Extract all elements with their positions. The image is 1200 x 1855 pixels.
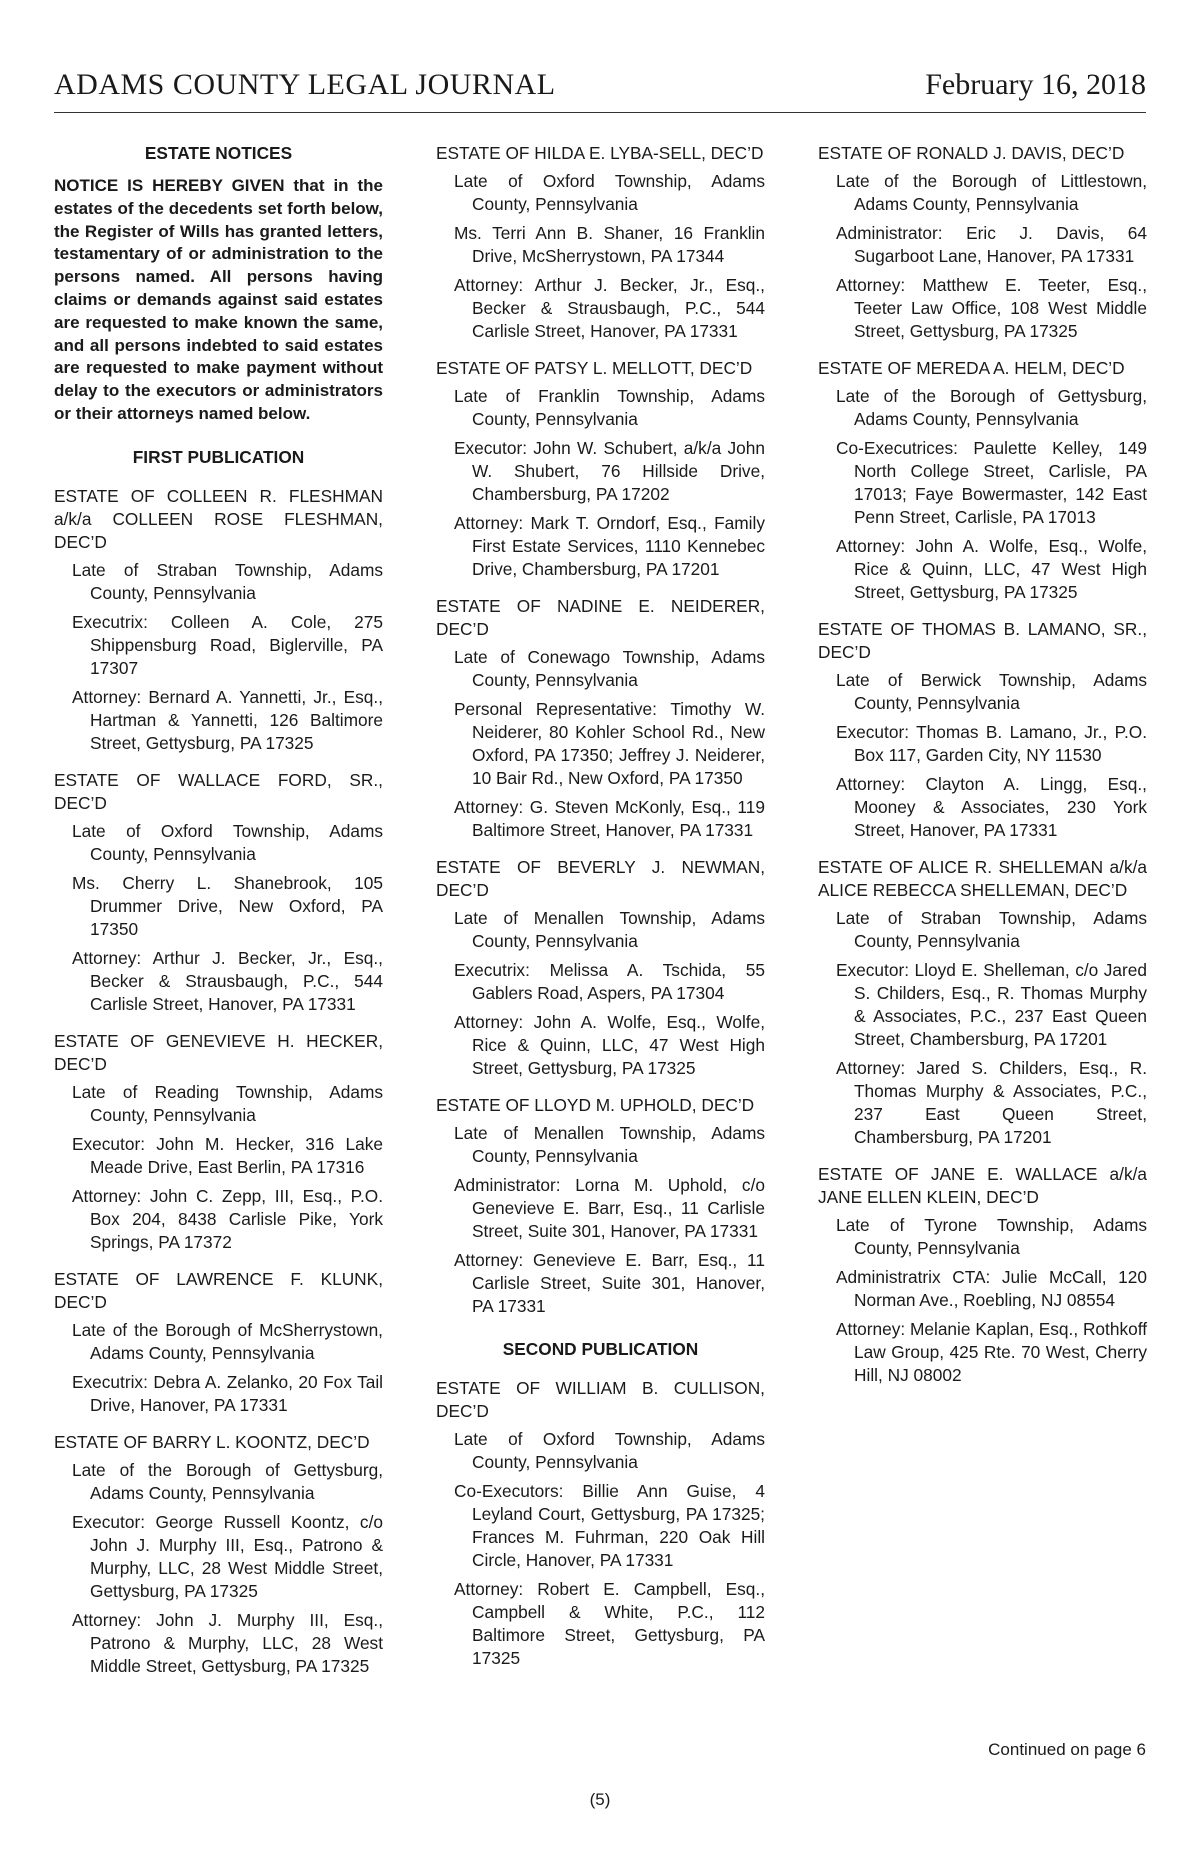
estate-notice (436, 1377, 765, 1670)
estate-detail: Late of Straban Township, Adams County, Pennsylvania (72, 559, 383, 603)
intro-lead: NOTICE IS HEREBY GIVEN (54, 176, 285, 195)
estate-detail: Late of Menallen Township, Adams County, Pennsylvania (454, 908, 765, 951)
estate-detail: Attorney: Clayton A. Lingg, Esq., Mooney & Associates, 230 York Street, Hanover, PA 17331 (836, 774, 1147, 840)
estate-detail: Late of the Borough of Gettysburg, Adams County, Pennsylvania (836, 386, 1147, 429)
estate-title: ESTATE OF MEREDA A. HELM, DEC’D (818, 358, 1125, 378)
issue-date: February 16, 2018 (925, 68, 1146, 101)
estate-notice (436, 856, 765, 1080)
page-header (54, 60, 1146, 113)
estate-title: ESTATE OF NADINE E. NEIDERER, DEC’D (436, 596, 765, 639)
estate-detail: Executor: John M. Hecker, 316 Lake Meade Drive, East Berlin, PA 17316 (72, 1133, 383, 1177)
estate-detail: Late of Oxford Township, Adams County, Pennsylvania (454, 171, 765, 214)
estate-notice (818, 1163, 1147, 1387)
intro-notice (54, 175, 383, 426)
estate-detail: Executrix: Debra A. Zelanko, 20 Fox Tail Drive, Hanover, PA 17331 (72, 1371, 383, 1415)
estate-detail: Ms. Cherry L. Shanebrook, 105 Drummer Drive, New Oxford, PA 17350 (72, 872, 383, 939)
estate-detail: Administrator: Eric J. Davis, 64 Sugarboot Lane, Hanover, PA 17331 (836, 223, 1147, 266)
estate-title: ESTATE OF LLOYD M. UPHOLD, DEC’D (436, 1095, 755, 1115)
estate-detail: Attorney: John A. Wolfe, Esq., Wolfe, Rice & Quinn, LLC, 47 West High Street, Gettysburg, PA 17325 (836, 536, 1147, 602)
page-number: (5) (589, 1790, 611, 1809)
estate-notices-heading: ESTATE NOTICES (144, 143, 293, 163)
estate-detail: Attorney: John A. Wolfe, Esq., Wolfe, Rice & Quinn, LLC, 47 West High Street, Gettysburg, PA 17325 (454, 1012, 765, 1078)
estate-detail: Attorney: John J. Murphy III, Esq., Patrono & Murphy, LLC, 28 West Middle Street, Gettysburg, PA 17325 (72, 1609, 383, 1676)
estate-detail: Administratrix CTA: Julie McCall, 120 Norman Ave., Roebling, NJ 08554 (836, 1267, 1147, 1310)
estate-detail: Personal Representative: Timothy W. Neiderer, 80 Kohler School Rd., New Oxford, PA 17350; Jeffrey J. Neiderer, 10 Bair Rd., New Oxford, PA 17350 (454, 699, 765, 788)
estate-detail: Attorney: Genevieve E. Barr, Esq., 11 Carlisle Street, Suite 301, Hanover, PA 17331 (454, 1250, 765, 1316)
estate-detail: Late of Tyrone Township, Adams County, Pennsylvania (836, 1215, 1147, 1258)
estate-notice (436, 142, 765, 343)
estate-detail: Ms. Terri Ann B. Shaner, 16 Franklin Drive, McSherrystown, PA 17344 (454, 223, 765, 266)
estate-notice (54, 1268, 383, 1417)
estate-detail: Attorney: Arthur J. Becker, Jr., Esq., Becker & Strausbaugh, P.C., 544 Carlisle Street, Hanover, PA 17331 (454, 275, 765, 341)
estate-title: ESTATE OF BARRY L. KOONTZ, DEC’D (54, 1431, 370, 1452)
estate-notice (436, 357, 765, 581)
estate-detail: Attorney: G. Steven McKonly, Esq., 119 Baltimore Street, Hanover, PA 17331 (454, 797, 765, 840)
estate-detail: Executor: Thomas B. Lamano, Jr., P.O. Box 117, Garden City, NY 11530 (836, 722, 1147, 765)
first-publication-heading: FIRST PUBLICATION (132, 446, 305, 467)
estate-notice (436, 1094, 765, 1318)
estate-title: ESTATE OF THOMAS B. LAMANO, SR., DEC’D (818, 619, 1147, 662)
estate-detail: Attorney: Mark T. Orndorf, Esq., Family First Estate Services, 1110 Kennebec Drive, Chambersburg, PA 17201 (454, 513, 765, 579)
estate-title: ESTATE OF GENEVIEVE H. HECKER, DEC’D (54, 1030, 383, 1074)
estate-detail: Late of Conewago Township, Adams County, Pennsylvania (454, 647, 765, 690)
column-1 (54, 142, 383, 1692)
estate-title: ESTATE OF PATSY L. MELLOTT, DEC’D (436, 358, 753, 378)
estate-title: ESTATE OF JANE E. WALLACE a/k/a JANE ELLEN KLEIN, DEC’D (818, 1164, 1147, 1207)
estate-detail: Co-Executrices: Paulette Kelley, 149 North College Street, Carlisle, PA 17013; Faye Bowermaster, 142 East Penn Street, Carlisle, PA 17013 (836, 438, 1147, 527)
estate-title: ESTATE OF ALICE R. SHELLEMAN a/k/a ALICE REBECCA SHELLEMAN, DEC’D (818, 857, 1147, 900)
estate-detail: Executor: George Russell Koontz, c/o John J. Murphy III, Esq., Patrono & Murphy, LLC, 28 West Middle Street, Gettysburg, PA 17325 (72, 1511, 383, 1601)
estate-detail: Executor: John W. Schubert, a/k/a John W. Shubert, 76 Hillside Drive, Chambersburg, PA 17202 (454, 438, 765, 504)
estate-detail: Attorney: Melanie Kaplan, Esq., Rothkoff Law Group, 425 Rte. 70 West, Cherry Hill, NJ 08002 (836, 1319, 1147, 1385)
estate-title: ESTATE OF WALLACE FORD, SR., DEC’D (54, 769, 383, 813)
estate-detail: Late of Menallen Township, Adams County, Pennsylvania (454, 1123, 765, 1166)
estate-notice (54, 769, 383, 1016)
second-publication-heading: SECOND PUBLICATION (502, 1339, 699, 1359)
column-3 (818, 142, 1147, 1401)
estate-notice (54, 1431, 383, 1678)
estate-detail: Late of Franklin Township, Adams County, Pennsylvania (454, 386, 765, 429)
estate-detail: Late of Berwick Township, Adams County, Pennsylvania (836, 670, 1147, 713)
estate-detail: Late of the Borough of Littlestown, Adams County, Pennsylvania (836, 171, 1147, 214)
estate-notice (54, 1030, 383, 1254)
estate-title: ESTATE OF COLLEEN R. FLESHMAN a/k/a COLLEEN ROSE FLESHMAN, DEC’D (54, 485, 383, 552)
estate-detail: Late of the Borough of McSherrystown, Adams County, Pennsylvania (72, 1319, 383, 1363)
estate-title: ESTATE OF LAWRENCE F. KLUNK, DEC’D (54, 1268, 383, 1312)
estate-detail: Late of the Borough of Gettysburg, Adams County, Pennsylvania (72, 1459, 383, 1503)
estate-detail: Executrix: Colleen A. Cole, 275 Shippensburg Road, Biglerville, PA 17307 (72, 611, 383, 678)
estate-title: ESTATE OF RONALD J. DAVIS, DEC’D (818, 143, 1125, 163)
estate-notice (818, 357, 1147, 604)
journal-title: ADAMS COUNTY LEGAL JOURNAL (54, 68, 556, 101)
estate-title: ESTATE OF WILLIAM B. CULLISON, DEC’D (436, 1378, 765, 1421)
column-2 (436, 142, 765, 1684)
intro-text: that in the estates of the decedents set forth below, the Register of Wills has granted letters, testamentary of or administration to the persons named. All persons having claims or demands against said estates are requested to make known the same, and all persons indebted to said estates are requested to make payment without delay to the executors or administrators or their attorneys named below. (54, 176, 383, 423)
estate-detail: Co-Executors: Billie Ann Guise, 4 Leyland Court, Gettysburg, PA 17325; Frances M. Fuhrman, 220 Oak Hill Circle, Hanover, PA 17331 (454, 1481, 765, 1570)
estate-detail: Attorney: Matthew E. Teeter, Esq., Teeter Law Office, 108 West Middle Street, Gettysburg, PA 17325 (836, 275, 1147, 341)
estate-detail: Attorney: Bernard A. Yannetti, Jr., Esq., Hartman & Yannetti, 126 Baltimore Street, Gettysburg, PA 17325 (72, 686, 383, 753)
estate-notice (436, 595, 765, 842)
estate-detail: Attorney: Arthur J. Becker, Jr., Esq., Becker & Strausbaugh, P.C., 544 Carlisle Street, Hanover, PA 17331 (72, 947, 383, 1014)
estate-notice (54, 485, 383, 755)
estate-detail: Attorney: Jared S. Childers, Esq., R. Thomas Murphy & Associates, P.C., 237 East Queen Street, Chambersburg, PA 17201 (836, 1058, 1147, 1147)
estate-notice (818, 142, 1147, 343)
estate-detail: Executor: Lloyd E. Shelleman, c/o Jared S. Childers, Esq., R. Thomas Murphy & Associates, P.C., 237 East Queen Street, Chambersburg, PA 17201 (836, 960, 1147, 1049)
estate-title: ESTATE OF BEVERLY J. NEWMAN, DEC’D (436, 857, 765, 900)
estate-notice (818, 856, 1147, 1149)
estate-notice (818, 618, 1147, 842)
estate-title: ESTATE OF HILDA E. LYBA-SELL, DEC’D (436, 143, 764, 163)
estate-detail: Attorney: John C. Zepp, III, Esq., P.O. Box 204, 8438 Carlisle Pike, York Springs, PA 17372 (72, 1185, 383, 1252)
estate-detail: Late of Straban Township, Adams County, Pennsylvania (836, 908, 1147, 951)
estate-detail: Executrix: Melissa A. Tschida, 55 Gablers Road, Aspers, PA 17304 (454, 960, 765, 1003)
estate-detail: Late of Oxford Township, Adams County, Pennsylvania (72, 820, 383, 864)
estate-detail: Attorney: Robert E. Campbell, Esq., Campbell & White, P.C., 112 Baltimore Street, Gettysburg, PA 17325 (454, 1579, 765, 1668)
estate-detail: Administrator: Lorna M. Uphold, c/o Genevieve E. Barr, Esq., 11 Carlisle Street, Suite 301, Hanover, PA 17331 (454, 1175, 765, 1241)
estate-detail: Late of Oxford Township, Adams County, Pennsylvania (454, 1429, 765, 1472)
continued-note: Continued on page 6 (988, 1740, 1146, 1759)
estate-detail: Late of Reading Township, Adams County, Pennsylvania (72, 1081, 383, 1125)
